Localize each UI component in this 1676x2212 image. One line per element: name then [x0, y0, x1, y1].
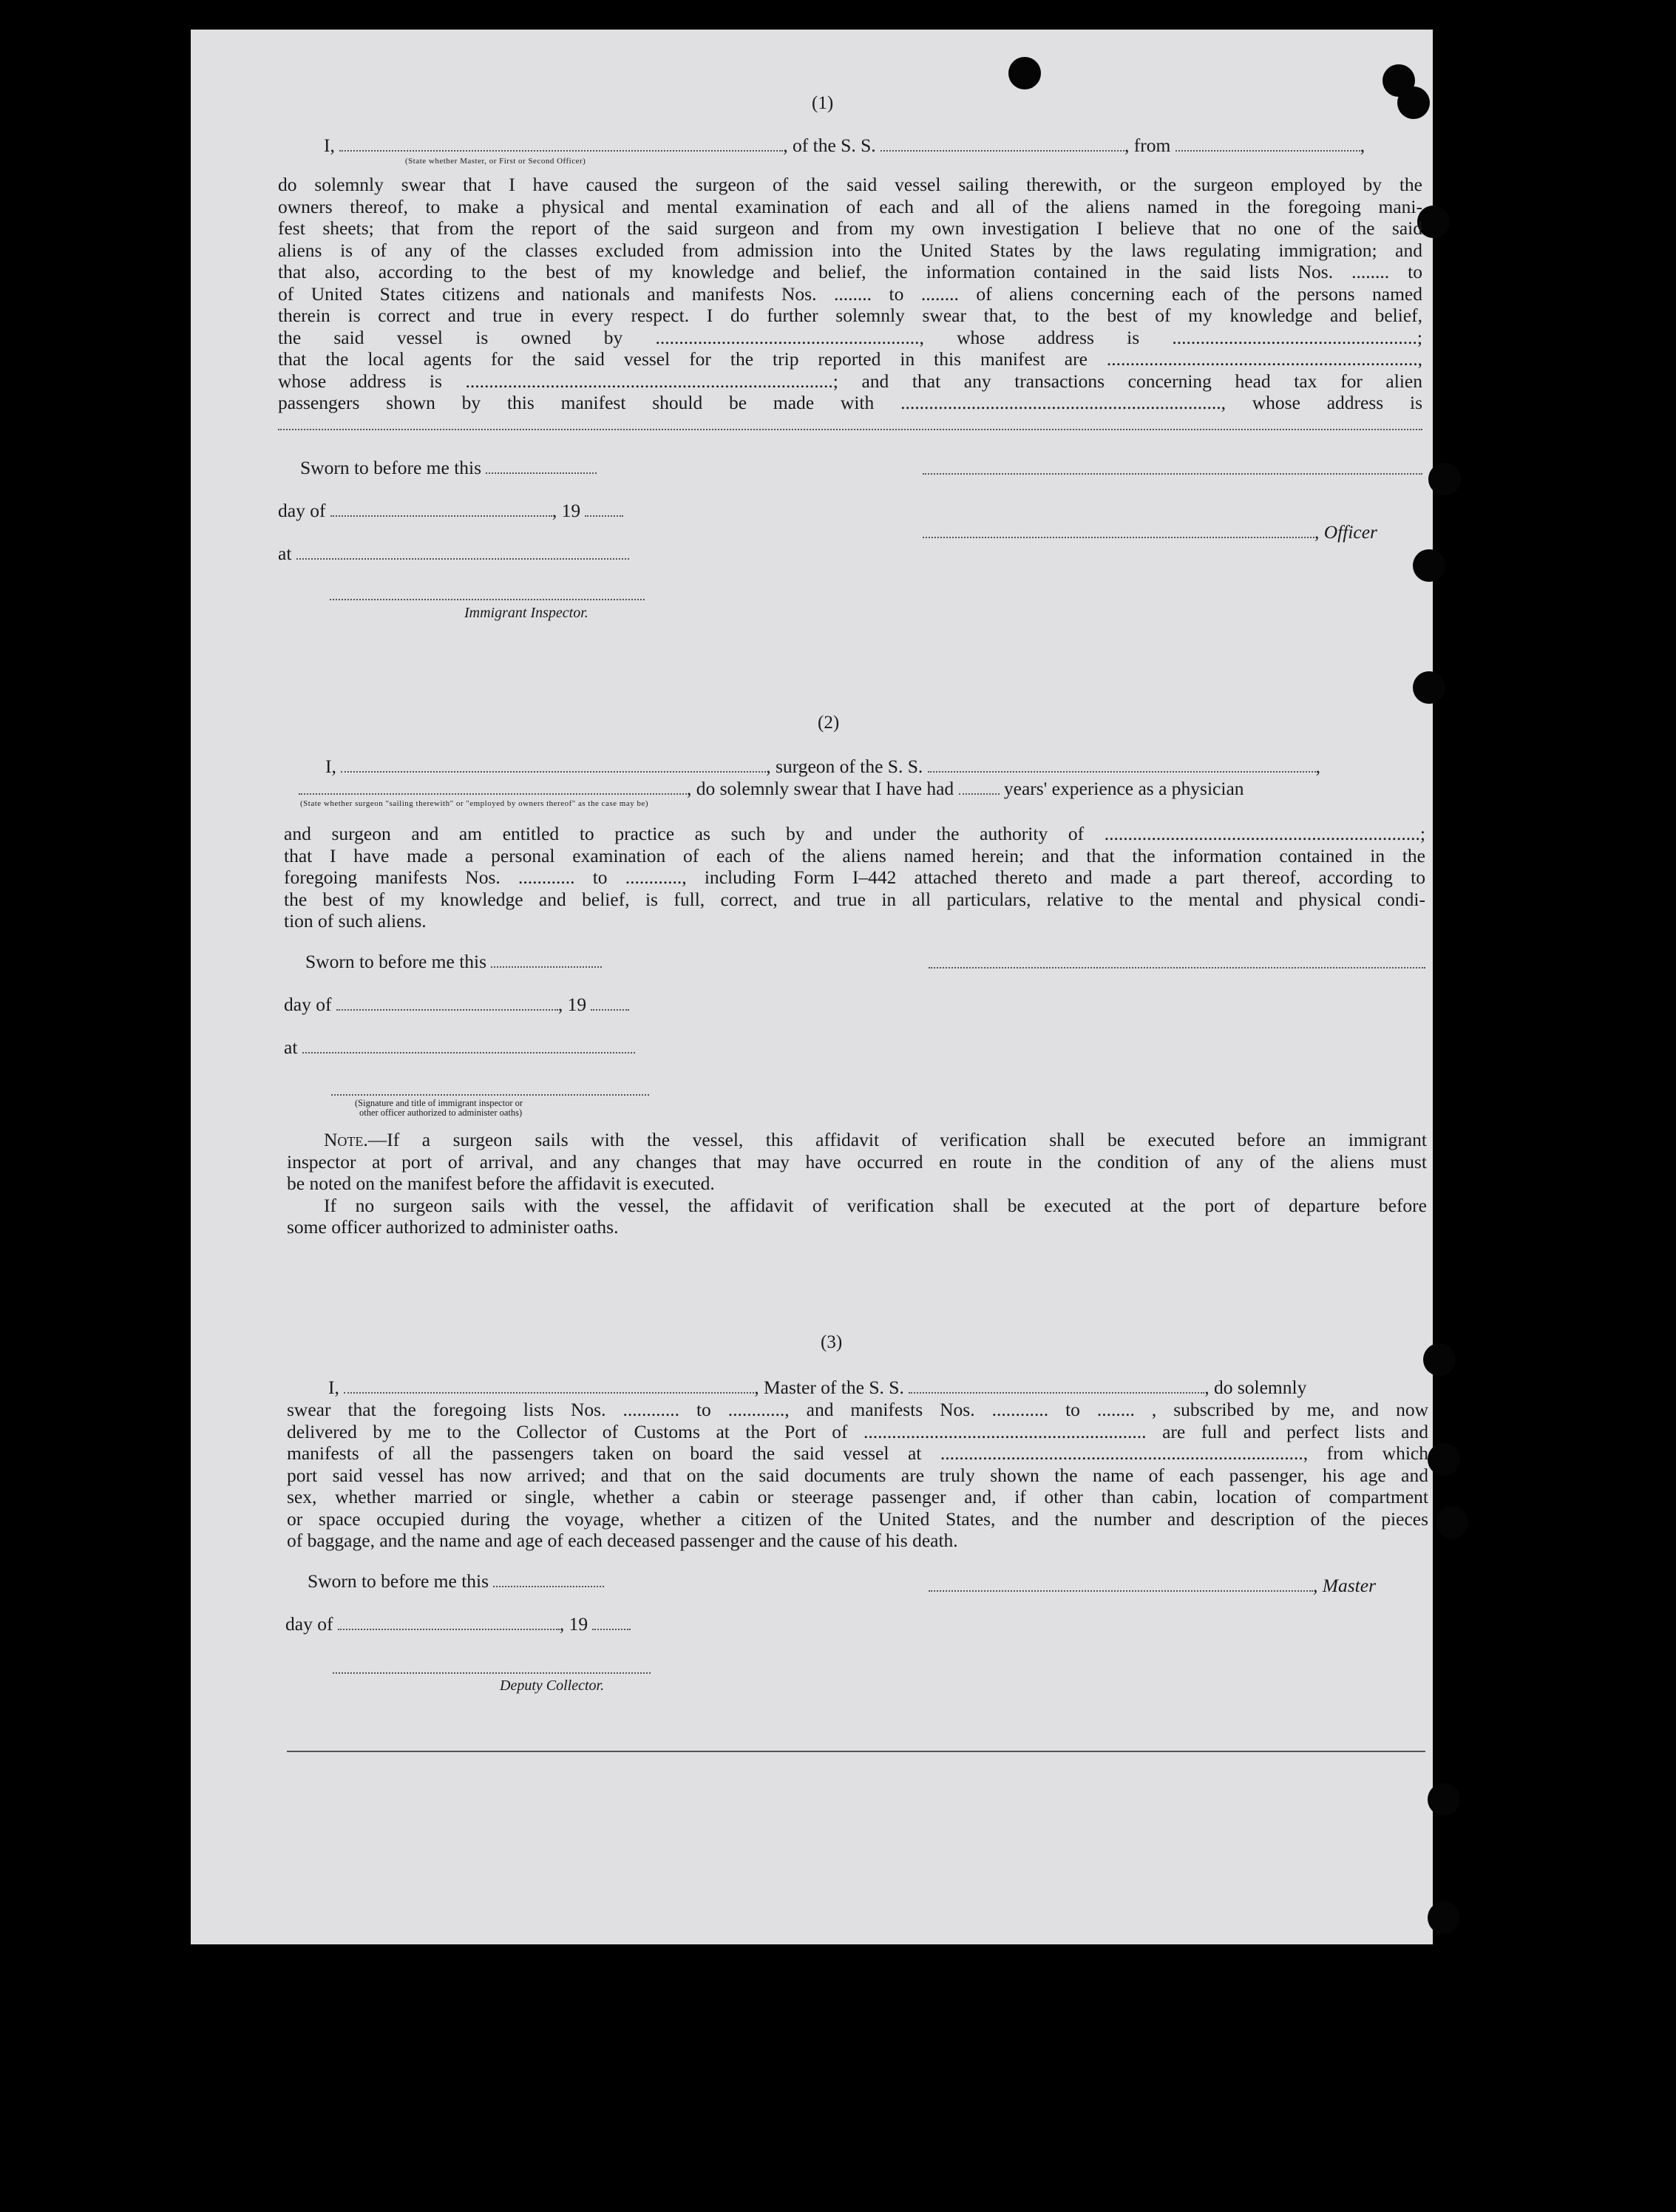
text-line: the said vessel is owned by ........................................................, whose address is ....................................................; [278, 326, 1422, 348]
officer-field[interactable] [339, 150, 783, 152]
vessel-field[interactable] [909, 1392, 1204, 1394]
year-label: , 19 [557, 994, 587, 1015]
text-line: sex, whether married or single, whether a cabin or steerage passenger and, if other than cabin, location of compartment [287, 1486, 1428, 1507]
label-surgeon: , surgeon of the S. S. [766, 756, 923, 777]
sworn-label: Sworn to before me this [300, 457, 482, 478]
label-i: I, [324, 135, 335, 156]
text-line: whose address is ..............................................................................; and that any transactions concerning head tax for alien [278, 370, 1422, 392]
section-number: (2) [818, 713, 840, 733]
text-line: foregoing manifests Nos. ............ to ............, including Form I–442 attached thereto and made a part thereof, according to [284, 866, 1425, 888]
section3-first-line [328, 1377, 1306, 1399]
label-from: , from [1124, 135, 1171, 156]
punch-hole [1413, 671, 1445, 704]
day-field[interactable] [330, 515, 552, 517]
section2-second-line [299, 778, 1244, 800]
text-line: swear that the foregoing lists Nos. ............ to ............, and manifests Nos. ............ to ........ , subscribed by me, and now [287, 1399, 1428, 1420]
text-line: that also, according to the best of my knowledge and belief, the information contained in the said lists Nos. ........ to [278, 261, 1422, 282]
punch-hole [1436, 1506, 1468, 1538]
text-line: If no surgeon sails with the vessel, the affidavit of verification shall be executed at the port of departure before [324, 1194, 1427, 1216]
note-text: If a surgeon sails with the vessel, this affidavit of verification shall be executed before an immigrant [387, 1129, 1427, 1150]
text-line: be noted on the manifest before the affidavit is executed. [287, 1173, 715, 1194]
punch-hole [1413, 549, 1445, 582]
punch-hole [1428, 1443, 1460, 1476]
punct: , [1315, 756, 1321, 777]
label-swear: , do solemnly swear that I have had [687, 778, 954, 799]
at-field[interactable] [296, 558, 629, 560]
text-line: delivered by me to the Collector of Customs at the Port of ............................................................ are full and perfect lists and [287, 1420, 1428, 1442]
punch-hole [1428, 1783, 1460, 1816]
at-line [284, 1037, 635, 1059]
day-label: day of [284, 994, 332, 1015]
day-line [278, 500, 623, 522]
year-field[interactable] [591, 1009, 629, 1011]
day-line [284, 994, 629, 1016]
surgeon-signature-line[interactable] [929, 967, 1425, 968]
sworn-field[interactable] [491, 966, 602, 968]
section3-paragraph [287, 1399, 1428, 1552]
section1-paragraph [278, 174, 1422, 414]
inspector-signature-line[interactable] [330, 599, 645, 600]
year-label: , 19 [552, 500, 581, 521]
text-line: therein is correct and true in every respect. I do further solemnly swear that, to the best of my knowledge and belief, [278, 305, 1422, 326]
label-i: I, [328, 1377, 339, 1398]
day-field[interactable] [336, 1009, 558, 1011]
at-field[interactable] [302, 1052, 635, 1054]
text-line: of United States citizens and nationals and manifests Nos. ........ to ........ of aliens concerning each of the persons named [278, 282, 1422, 305]
signature-note-line: other officer authorized to administer oaths) [359, 1107, 523, 1118]
officer-line [923, 521, 1377, 543]
sworn-field[interactable] [493, 1586, 604, 1587]
section2-paragraph [284, 823, 1425, 932]
text-line: passengers shown by this manifest should be made with ...................................................................., whose address is [278, 392, 1422, 413]
text-line: the best of my knowledge and belief, is full, correct, and true in all particulars, relative to the mental and physical condi- [284, 888, 1425, 910]
year-field[interactable] [585, 515, 623, 517]
at-line [278, 543, 629, 565]
master-label: , Master [1313, 1575, 1376, 1596]
text-line: aliens is of any of the classes excluded from admission into the United States by the laws regulating immigration; and [278, 239, 1422, 261]
text-line: and surgeon and am entitled to practice as such by and under the authority of ...................................................................; [284, 823, 1425, 844]
sworn-field[interactable] [486, 472, 597, 474]
collector-label: Deputy Collector. [500, 1677, 605, 1694]
sworn-line [308, 1570, 604, 1592]
sworn-line [300, 457, 597, 479]
text-line: fest sheets; that from the report of the said surgeon and from my own investigation I believe that no one of the said [278, 217, 1422, 239]
day-field[interactable] [338, 1629, 560, 1630]
punct: , [1360, 135, 1365, 156]
punch-hole [1397, 86, 1430, 119]
text-line: or space occupied during the voyage, whether a citizen of the United States, and the number and description of the pieces [287, 1507, 1428, 1530]
signature-note [345, 1099, 523, 1118]
text-line: inspector at port of arrival, and any changes that may have occurred en route in the condition of any of the aliens must [287, 1150, 1427, 1173]
field-note: (State whether surgeon "sailing therewith" or "employed by owners thereof" as the case may be) [300, 799, 649, 808]
text-line: of baggage, and the name and age of each deceased passenger and the cause of his death. [287, 1530, 958, 1551]
section1-first-line [324, 135, 1365, 157]
inspector-label: Immigrant Inspector. [464, 605, 588, 621]
day-label: day of [278, 500, 326, 521]
text-line: port said vessel has now arrived; and that on the said documents are truly shown the name of each passenger, his age and [287, 1464, 1428, 1486]
punch-hole [1423, 1343, 1456, 1376]
officer-label: , Officer [1314, 521, 1377, 543]
punch-hole [1428, 1901, 1460, 1934]
collector-signature-line[interactable] [333, 1672, 651, 1674]
text-line: that I have made a personal examination of each of the aliens named herein; and that the information contained in the [284, 844, 1425, 866]
text-line: some officer authorized to administer oaths. [287, 1216, 619, 1238]
day-label: day of [285, 1613, 333, 1635]
inspector-signature-line[interactable] [331, 1094, 649, 1096]
label-i: I, [325, 756, 336, 777]
at-label: at [278, 543, 292, 564]
punch-hole [1008, 57, 1041, 89]
master-signature-field[interactable] [929, 1590, 1313, 1592]
signature-note-line: (Signature and title of immigrant inspector or [355, 1098, 523, 1108]
punch-hole [1428, 463, 1461, 495]
year-label: , 19 [559, 1613, 588, 1635]
surgeon-name-field[interactable] [341, 771, 766, 773]
section-number: (1) [812, 93, 834, 113]
surgeon-type-field[interactable] [299, 793, 687, 795]
year-field[interactable] [592, 1629, 631, 1630]
vessel-field[interactable] [881, 150, 1124, 152]
field-note: (State whether Master, or First or Second Officer) [405, 157, 586, 166]
text-line: do solemnly swear that I have caused the surgeon of the said vessel sailing therewith, or the surgeon employed by the [278, 174, 1422, 195]
text-line: Note.—If a surgeon sails with the vessel, this affidavit of verification shall be executed before an immigrant [324, 1129, 1427, 1150]
master-line [929, 1575, 1376, 1597]
label-swear: , do solemnly [1204, 1377, 1307, 1398]
sworn-label: Sworn to before me this [305, 951, 487, 972]
text-line: owners thereof, to make a physical and mental examination of each and all of the aliens named in the foregoing mani- [278, 195, 1422, 217]
text-line: tion of such aliens. [284, 910, 427, 932]
sworn-label: Sworn to before me this [308, 1570, 489, 1592]
section2-first-line [325, 756, 1320, 778]
blank-line[interactable] [278, 429, 1422, 430]
day-line [285, 1613, 631, 1635]
text-line: manifests of all the passengers taken on board the said vessel at ............................................................................., from which [287, 1442, 1428, 1464]
footer-rule [287, 1751, 1425, 1752]
at-label: at [284, 1037, 298, 1058]
text-line: that the local agents for the said vessel for the trip reported in this manifest are .................................................................., [278, 348, 1422, 370]
note-label: Note. [324, 1129, 368, 1150]
note-paragraph [287, 1129, 1427, 1238]
document-page [191, 30, 1433, 1944]
officer-name-field[interactable] [923, 537, 1314, 538]
officer-signature-line[interactable] [923, 473, 1422, 475]
label-master-ss: , Master of the S. S. [754, 1377, 904, 1398]
label-of-ss: , of the S. S. [783, 135, 876, 156]
label-years: years' experience as a physician [1003, 778, 1244, 799]
master-name-field[interactable] [344, 1392, 754, 1394]
years-field[interactable] [959, 793, 1000, 795]
from-field[interactable] [1175, 150, 1360, 152]
section-number: (3) [821, 1332, 843, 1352]
sworn-line [305, 951, 602, 973]
vessel-field[interactable] [928, 771, 1316, 773]
